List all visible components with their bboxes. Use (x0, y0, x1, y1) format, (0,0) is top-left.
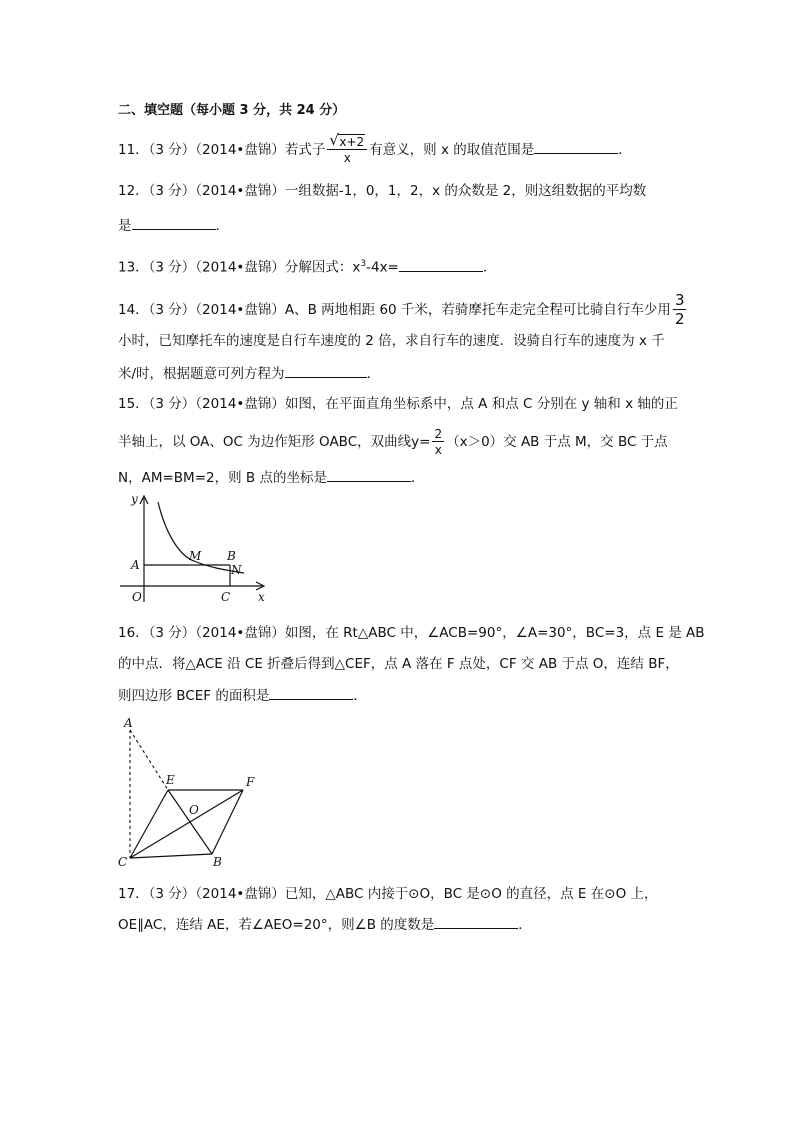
q15-func-num: 2 (434, 427, 443, 441)
q16-label-f: F (246, 775, 255, 789)
q15-label-a: A (131, 558, 140, 572)
question-14-line1 (118, 293, 688, 327)
q16-segment-ae (130, 730, 168, 790)
q15-line2-prefix: 半轴上，以 OA、OC 为边作矩形 OABC，双曲线 (118, 434, 412, 450)
q15-func-fraction (432, 428, 444, 456)
question-15-line1: 15．（3 分）（2014•盘锦）如图，在平面直角坐标系中，点 A 和点 C 分别在 y 轴和 x 轴的正 (118, 396, 678, 412)
q11-end: ． (618, 142, 632, 158)
q15-end: ． (410, 470, 425, 486)
q16-answer-blank[interactable] (269, 685, 353, 700)
q16-end: ． (353, 688, 367, 704)
q15-line2-suffix: （x＞0）交 AB 于点 M，交 BC 于点 (446, 434, 668, 450)
q16-label-a: A (124, 716, 133, 730)
q13-prefix: 13．（3 分）（2014•盘锦）分解因式：x (118, 259, 361, 276)
q13-exponent: 3 (360, 259, 367, 269)
q14-fraction (673, 293, 687, 327)
q16-segment-eb (168, 790, 212, 854)
q12-prefix: 是 (118, 218, 132, 234)
q14-line3-prefix: 米/时，根据题意可列方程为 (118, 366, 285, 382)
q15-answer-blank[interactable] (327, 467, 411, 482)
q16-segment-cb (130, 854, 212, 858)
q15-label-n: N (231, 563, 242, 577)
question-16-line2: 的中点．将△ACE 沿 CE 折叠后得到△CEF，点 A 落在 F 点处，CF 交 AB 于点 O，连结 BF， (118, 656, 679, 672)
q12-answer-blank[interactable] (132, 215, 216, 230)
q14-answer-blank[interactable] (285, 363, 367, 378)
q14-line1: 14．（3 分）（2014•盘锦）A、B 两地相距 60 千米，若骑摩托车走完全程可比骑自行车少用 (118, 302, 671, 318)
q11-answer-blank[interactable] (534, 139, 618, 154)
q15-label-y: y (131, 492, 138, 506)
q11-fraction (327, 131, 367, 165)
q11-sqrt (329, 131, 365, 149)
q15-figure (114, 490, 274, 608)
q14-frac-den: 2 (674, 310, 685, 328)
q14-frac-num: 3 (674, 291, 685, 309)
question-15-line2 (118, 428, 668, 456)
q16-label-b: B (213, 855, 222, 869)
q15-label-o: O (132, 590, 142, 604)
q15-label-m: M (189, 549, 202, 563)
q17-answer-blank[interactable] (434, 914, 518, 929)
q16-label-c: C (118, 855, 128, 869)
sqrt-icon: √ (329, 131, 339, 149)
question-16-line3 (118, 685, 367, 706)
q15-label-x: x (258, 590, 265, 604)
q11-prefix: 11．（3 分）（2014•盘锦）若式子 (118, 142, 326, 158)
question-14-line2: 小时，已知摩托车的速度是自行车速度的 2 倍，求自行车的速度．设骑自行车的速度为 x 千 (118, 333, 665, 349)
q13-answer-blank[interactable] (399, 257, 483, 272)
q13-end: ． (482, 259, 497, 276)
q13-suffix: -4x= (366, 259, 399, 276)
q12-end: ． (215, 218, 229, 234)
q15-func-lhs: y= (411, 434, 431, 450)
q15-label-b: B (227, 549, 236, 563)
q16-line3-prefix: 则四边形 BCEF 的面积是 (118, 688, 270, 704)
q16-figure (112, 712, 272, 872)
question-12-line1: 12．（3 分）（2014•盘锦）一组数据-1，0，1，2，x 的众数是 2，则这组数据的平均数 (118, 183, 647, 199)
section-title: 二、填空题（每小题 3 分，共 24 分） (118, 103, 346, 118)
question-11 (118, 131, 632, 165)
q17-end: ． (518, 917, 532, 933)
question-12-line2 (118, 215, 229, 236)
q11-radicand: x+2 (339, 135, 365, 149)
question-13 (118, 254, 496, 278)
q16-label-o: O (189, 803, 199, 817)
q15-label-c: C (221, 590, 231, 604)
question-16-line1: 16．（3 分）（2014•盘锦）如图，在 Rt△ABC 中，∠ACB=90°，∠A=30°，BC=3，点 E 是 AB (118, 625, 705, 641)
q14-end: ． (366, 366, 381, 382)
q16-segment-ce (130, 790, 168, 858)
q16-label-e: E (166, 773, 175, 787)
question-17-line1: 17．（3 分）（2014•盘锦）已知，△ABC 内接于⊙O，BC 是⊙O 的直径，点 E 在⊙O 上， (118, 886, 658, 902)
q11-suffix: 有意义，则 x 的取值范围是 (369, 142, 535, 158)
q17-line2-prefix: OE∥AC，连结 AE，若∠AEO=20°，则∠B 的度数是 (118, 917, 435, 933)
q15-func-den: x (434, 443, 442, 457)
q15-line3-prefix: N，AM=BM=2，则 B 点的坐标是 (118, 470, 327, 486)
question-17-line2 (118, 914, 532, 935)
question-14-line3 (118, 363, 380, 384)
q11-denominator: x (343, 151, 351, 165)
question-15-line3 (118, 467, 424, 488)
